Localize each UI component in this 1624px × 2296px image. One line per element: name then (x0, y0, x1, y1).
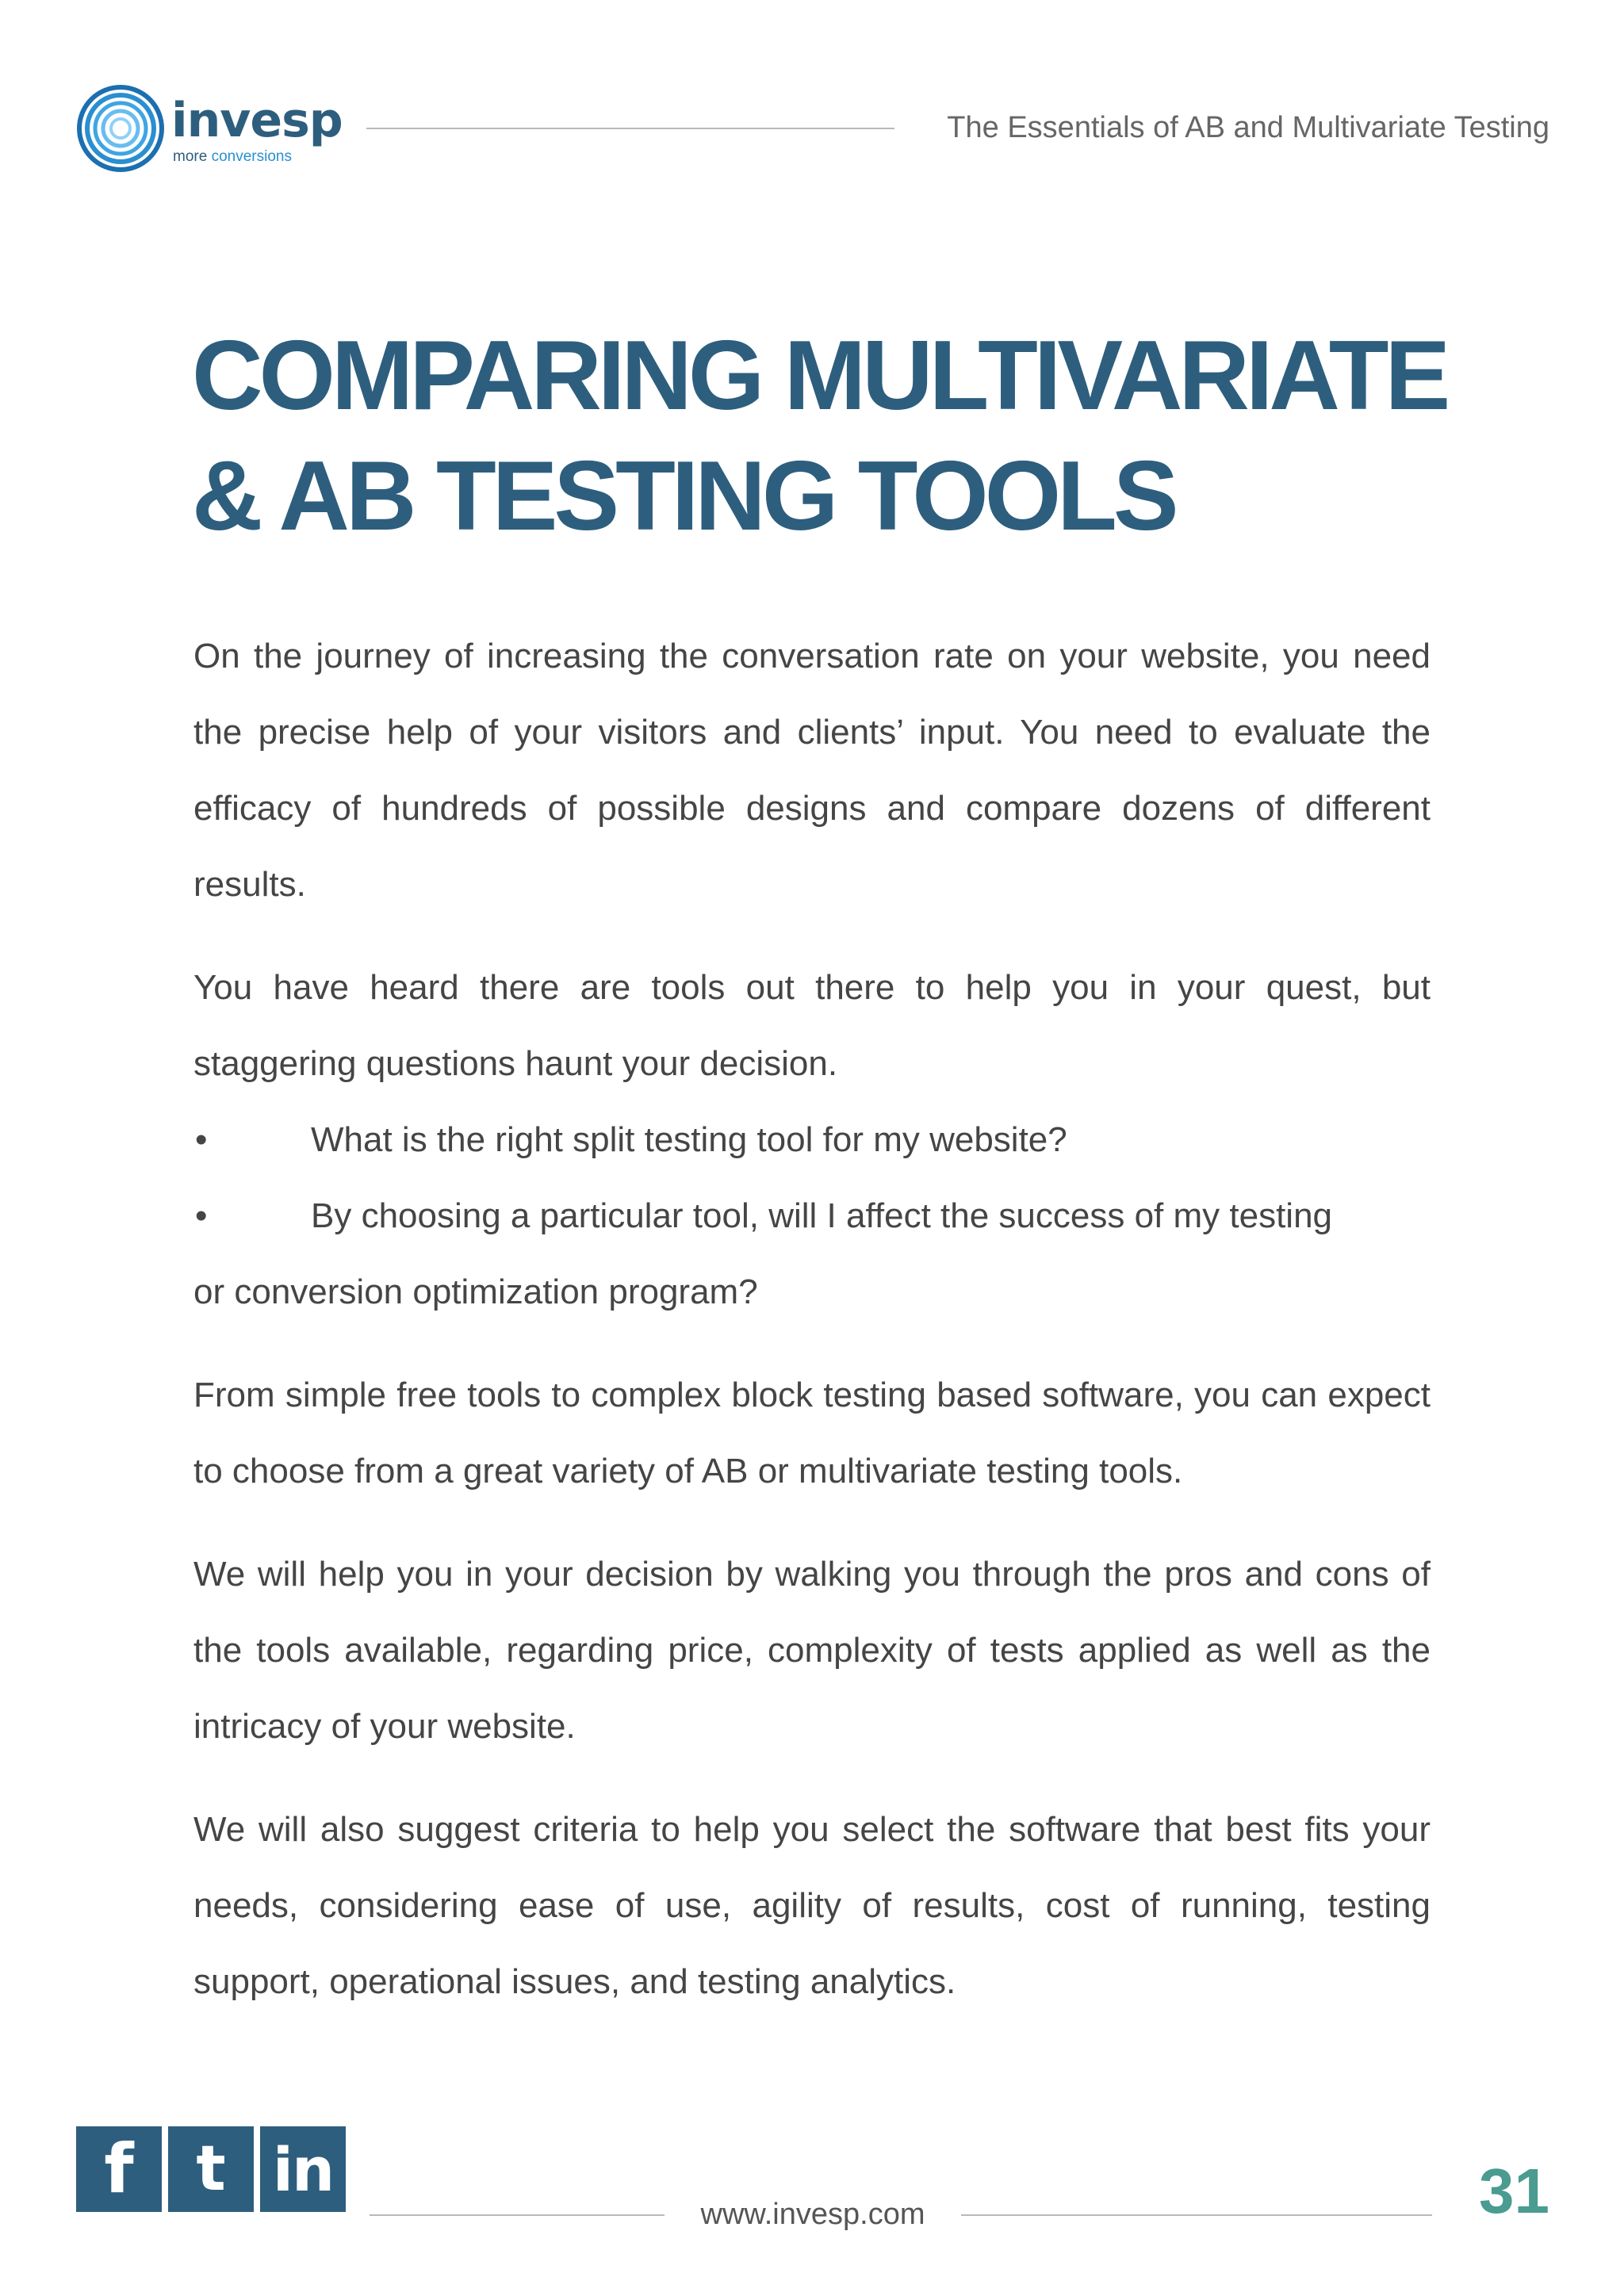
footer-divider-right (961, 2214, 1432, 2216)
page-heading-line-1: COMPARING MULTIVARIATE (192, 321, 1447, 430)
paragraph-5: We will also suggest criteria to help you select the software that best fits your needs, considering ease of use, agility of results, cost of running, testing support, operational issues, and testing analytics. (193, 1810, 1431, 2001)
social-links (76, 2126, 346, 2215)
page-number: 31 (1479, 2156, 1549, 2226)
page-heading (192, 316, 1540, 557)
linkedin-icon[interactable]: in (260, 2126, 346, 2212)
logo-tagline (173, 149, 292, 165)
document-title: The Essentials of AB and Multivariate Testing (947, 111, 1549, 144)
bullet-text: By choosing a particular tool, will I affect the success of my testing (311, 1196, 1333, 1235)
logo-tagline-accent: conversions (211, 148, 292, 165)
paragraph-3: From simple free tools to complex block testing based software, you can expect to choose from a great variety of AB or multivariate testing tools. (193, 1376, 1431, 1490)
bullet-item-2 (193, 1178, 1431, 1330)
bullet-text: What is the right split testing tool for my website? (311, 1120, 1067, 1159)
body-text (193, 618, 1431, 2047)
footer-divider-left (370, 2214, 665, 2216)
header-divider (366, 128, 894, 129)
logo-tagline-plain: more (173, 148, 212, 165)
bullet-marker: • (195, 1120, 208, 1159)
paragraph-4: We will help you in your decision by walking you through the pros and cons of the tools available, regarding price, complexity of tests applied as well as the intricacy of your website. (193, 1555, 1431, 1746)
paragraph-2: You have heard there are tools out there to help you in your quest, but staggering questions haunt your decision. (193, 968, 1431, 1083)
logo-swirl-icon (76, 84, 165, 173)
logo-wordmark: invesp (171, 93, 343, 148)
facebook-icon[interactable]: f (76, 2126, 162, 2212)
invesp-logo[interactable] (76, 82, 346, 178)
paragraph-1: On the journey of increasing the conversation rate on your website, you need the precise help of your visitors and clients’ input. You need to evaluate the efficacy of hundreds of possible designs and compare dozens of different results. (193, 637, 1431, 904)
website-link[interactable]: www.invesp.com (700, 2198, 925, 2231)
bullet-item-1 (193, 1102, 1431, 1178)
bullet-marker: • (195, 1196, 208, 1235)
bullet-text-continued: or conversion optimization program? (193, 1272, 758, 1311)
twitter-icon[interactable]: t (168, 2126, 254, 2212)
page-heading-line-2: & AB TESTING TOOLS (192, 442, 1175, 551)
